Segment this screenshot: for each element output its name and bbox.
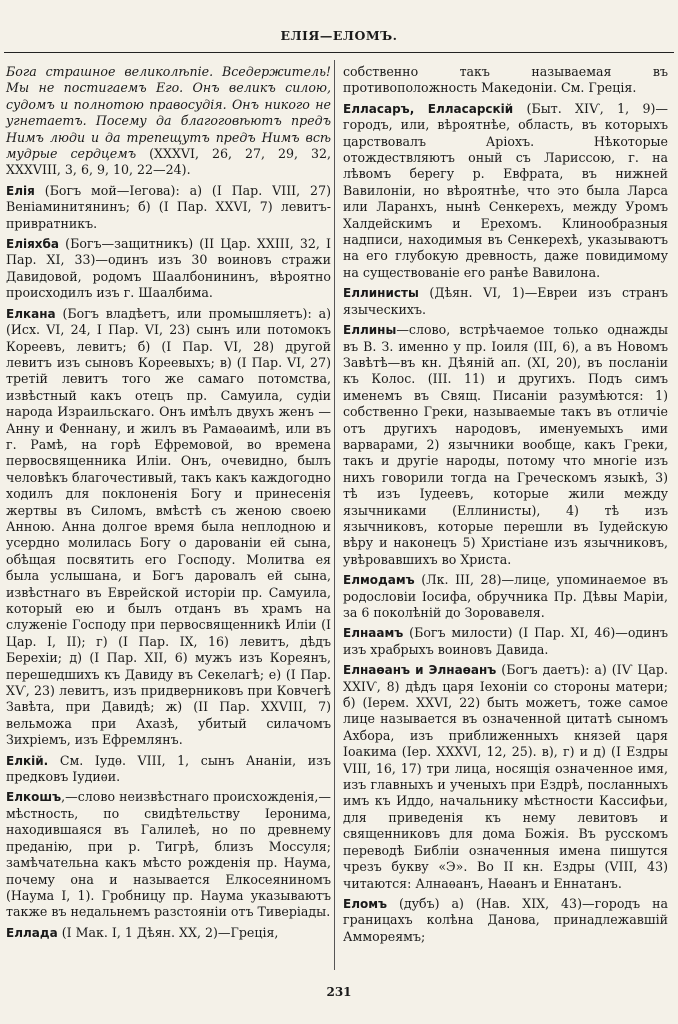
left-column bbox=[6, 64, 331, 945]
entry-head: Еллинисты bbox=[343, 286, 419, 301]
right-continuation bbox=[343, 64, 668, 97]
entry-head: Елнаѳанъ и Элнаѳанъ bbox=[343, 663, 497, 678]
entry-text: (Богъ мой—Іегова): а) (І Пар. VІІІ, 27) Веніаминитянинъ; б) (І Пар. XXVІ, 7) левитъ-привратникъ. bbox=[6, 182, 331, 231]
entry-ellinisty bbox=[343, 285, 668, 318]
entry-ellasar bbox=[343, 101, 668, 281]
entry-text: (Быт. XIѴ, 1, 9)—городъ, или, вѣроятнѣе, область, въ которыхъ царствовалъ Аріохъ. Нѣкоторые отождествляютъ оный съ Лариссою, г. на лѣвомъ берегу р. Евфрата, въ нижней Вавилоніи, но вѣроятнѣе, что это была Ларса или Ларанхъ, нынѣ Сенкерехъ, между Уромъ Халдейскимъ и Ерехомъ. Клинообразныя надписи, находимыя въ Сенкерехѣ, указываютъ на его глубокую древность, даже повидимому на существованіе его ранѣе Вавилона. bbox=[343, 100, 668, 280]
continuation-text: собственно такъ называемая въ противоположность Македоніи. См. Греція. bbox=[343, 64, 668, 96]
entry-head: Елнаамъ bbox=[343, 626, 404, 641]
entry-elmodam bbox=[343, 572, 668, 621]
entry-head: Еллины bbox=[343, 323, 397, 338]
entry-ellada bbox=[6, 925, 331, 941]
entry-text: ,—слово неизвѣстнаго происхожденія,—мѣстность, по свидѣтельству Іеронима, находившаяся въ Галилеѣ, но по древнему преданію, при р. Тигрѣ, близъ Моссуля; замѣчательна какъ мѣсто рожденія пр. Наума, почему она и называется Елкосеяниномъ (Наума І, 1). Гробницу пр. Наума указываютъ также въ недальнемъ разстояніи отъ Тиверіады. bbox=[6, 789, 331, 920]
entry-text: (Дѣян. VІ, 1)—Евреи изъ странъ языческихъ. bbox=[343, 285, 668, 317]
entry-head: Елкошъ bbox=[6, 790, 62, 805]
page-number: 231 bbox=[326, 985, 352, 999]
running-header: ЕЛІЯ—ЕЛОМЪ. bbox=[280, 28, 398, 43]
entry-elnafan bbox=[343, 662, 668, 892]
entry-head: Елкій. bbox=[6, 753, 49, 768]
entry-text: См. Іудѳ. VІІІ, 1, сынъ Ананіи, изъ предковъ Іудиѳи. bbox=[6, 752, 331, 785]
entry-text: (І Мак. І, 1 Дѣян. ХХ, 2)—Греція, bbox=[61, 924, 279, 940]
entry-head: Елмодамъ bbox=[343, 573, 415, 588]
entry-head: Еліяхба bbox=[6, 237, 60, 252]
continuation-quote: Бога страшное великолѣпіе. Вседержитель! Мы не постигаемъ Его. Онъ великъ силою, судомъ и полнотою правосудія. Онъ никого не угнетаетъ. Посему да благоговѣютъ предъ Нимъ люди и да трепещутъ предъ Нимъ всѣ мудрые сердцемъ bbox=[6, 64, 331, 162]
entry-text: (Богъ—защитникъ) (II Цар. XXIII, 32, I Пар. XI, 33)—одинъ изъ 30 воиновъ стражи Давидовой, родомъ Шаалбонининъ, вѣроятно происходилъ изъ г. Шаалбима. bbox=[6, 236, 331, 301]
entry-head: Елласаръ, Елласарскій bbox=[343, 101, 514, 116]
entry-text: (Богъ милости) (І Пар. ХІ, 46)—одинъ изъ храбрыхъ воиновъ Давида. bbox=[343, 625, 668, 657]
left-continuation bbox=[6, 64, 331, 179]
right-column bbox=[343, 64, 668, 949]
entry-elkana bbox=[6, 306, 331, 749]
entry-elliny bbox=[343, 322, 668, 568]
entry-head: Елія bbox=[6, 183, 35, 198]
entry-elnaam bbox=[343, 625, 668, 658]
entry-text: (Богъ даетъ): а) (ІѴ Цар. XXIѴ, 8) дѣдъ царя Іехоніи со стороны матери; б) (Іерем. XXVІ, 22) быть можетъ, тоже самое лице называется въ означенной цитатѣ сыномъ Ахбора, изъ приближенныхъ князей царя Іоакима (Іер. XXXVІ, 12, 25). в), г) и д) (І Ездры VІІІ, 16, 17) три лица, носящія означенное имя, изъ главныхъ и ученыхъ при Ездрѣ, посланныхъ имъ къ Иддо, начальнику мѣстности Кассифьи, для приведенія къ нему левитовъ и священниковъ для дома Божія. Въ русскомъ переводѣ Библіи означенныя имена пишутся чрезъ букву «Э». Во II кн. Ездры (VІІІ, 43) читаются: Алнаѳанъ, Наѳанъ и Еннатанъ. bbox=[343, 662, 668, 891]
entry-eliyahba bbox=[6, 236, 331, 302]
header-rule bbox=[4, 52, 674, 53]
entry-text: —слово, встрѣчаемое только однажды въ В. З. именно у пр. Іоиля (ІІІ, 6), а въ Новомъ Завѣтѣ—въ кн. Дѣяній ап. (ХІ, 20), въ посланіи къ Колос. (ІІІ. 11) и другихъ. Подъ симъ именемъ въ Свящ. Писаніи разумѣются: 1) собственно Греки, называемые такъ въ отличіе отъ другихъ народовъ, именуемыхъ ими варварами, 2) язычники вообще, какъ Греки, такъ и другіе народы, потому что многіе изъ нихъ говорили тогда на Греческомъ языкѣ, 3) тѣ изъ Іудеевъ, которые жили между язычниками (Еллинисты), 4) тѣ изъ язычниковъ, которые перешли въ Іудейскую вѣру и наконецъ 5) Христіане изъ язычниковъ, увѣровавшихъ во Христа. bbox=[343, 322, 668, 567]
entry-head: Еллада bbox=[6, 925, 58, 940]
continuation-refs: (XXXVІ, 26, 27, 29, 32, XXXVІІІ, 3, 6, 9, 10, 22—24). bbox=[6, 146, 331, 178]
entry-text: (Богъ владѣетъ, или промышляетъ): а) (Исх. VІ, 24, І Пар. VІ, 23) сынъ или потомокъ Кореевъ, левитъ; б) (І Пар. VІ, 28) другой левитъ изъ сыновъ Кореевыхъ; в) (І Пар. VІ, 27) третій левитъ того же самаго потомства, извѣстный какъ отецъ пр. Самуила, судіи народа Израильскаго. Онъ имѣлъ двухъ женъ — Анну и Феннану, и жилъ въ Рамаѳаимѣ, или въ г. Рамѣ, на горѣ Ефремовой, во времена первосвященника Иліи. Онъ, очевидно, былъ человѣкъ благочестивый, такъ какъ каждогодно ходилъ для поклоненія Богу и принесенія жертвы въ Силомъ, вмѣстѣ съ женою своею Анною. Анна долгое время была неплодною и усердно молилась Богу о дарованіи ей сына, обѣщая посвятить его Господу. Молитва ея была услышана, и Богъ даровалъ ей сына, извѣстнаго въ Еврейской исторіи пр. Самуила, который ею и былъ отданъ въ храмъ на служеніе Господу при первосвященникѣ Иліи (І Цар. І, ІІ); г) (І Пар. ІХ, 16) левитъ, дѣдъ Берехіи; д) (І Пар. ХІІ, 6) мужъ изъ Кореянъ, перешедшихъ къ Давиду въ Секелагѣ; е) (І Пар. ХѴ, 23) левитъ, изъ придверниковъ при Ковчегѣ Завѣта, при Давидѣ; ж) (II Пар. XXVІІІ, 7) вельможа при Ахазѣ, убитый силачомъ Зихріемъ, изъ Ефремлянъ. bbox=[6, 305, 331, 748]
column-divider bbox=[334, 60, 336, 970]
entry-elom bbox=[343, 896, 668, 945]
entry-text: (Лк. III, 28)—лице, упоминаемое въ родословіи Іосифа, обручника Пр. Дѣвы Маріи, за 6 поколѣній до Зоровавеля. bbox=[343, 572, 668, 620]
entry-elkosh bbox=[6, 789, 331, 920]
entry-text: (дубъ) а) (Нав. ХІХ, 43)—городъ на границахъ колѣна Данова, принадлежавшій Аммореямъ; bbox=[343, 895, 668, 944]
entry-elkiy bbox=[6, 753, 331, 786]
entry-elia bbox=[6, 183, 331, 232]
entry-head: Еломъ bbox=[343, 896, 388, 911]
entry-head: Елкана bbox=[6, 306, 56, 321]
